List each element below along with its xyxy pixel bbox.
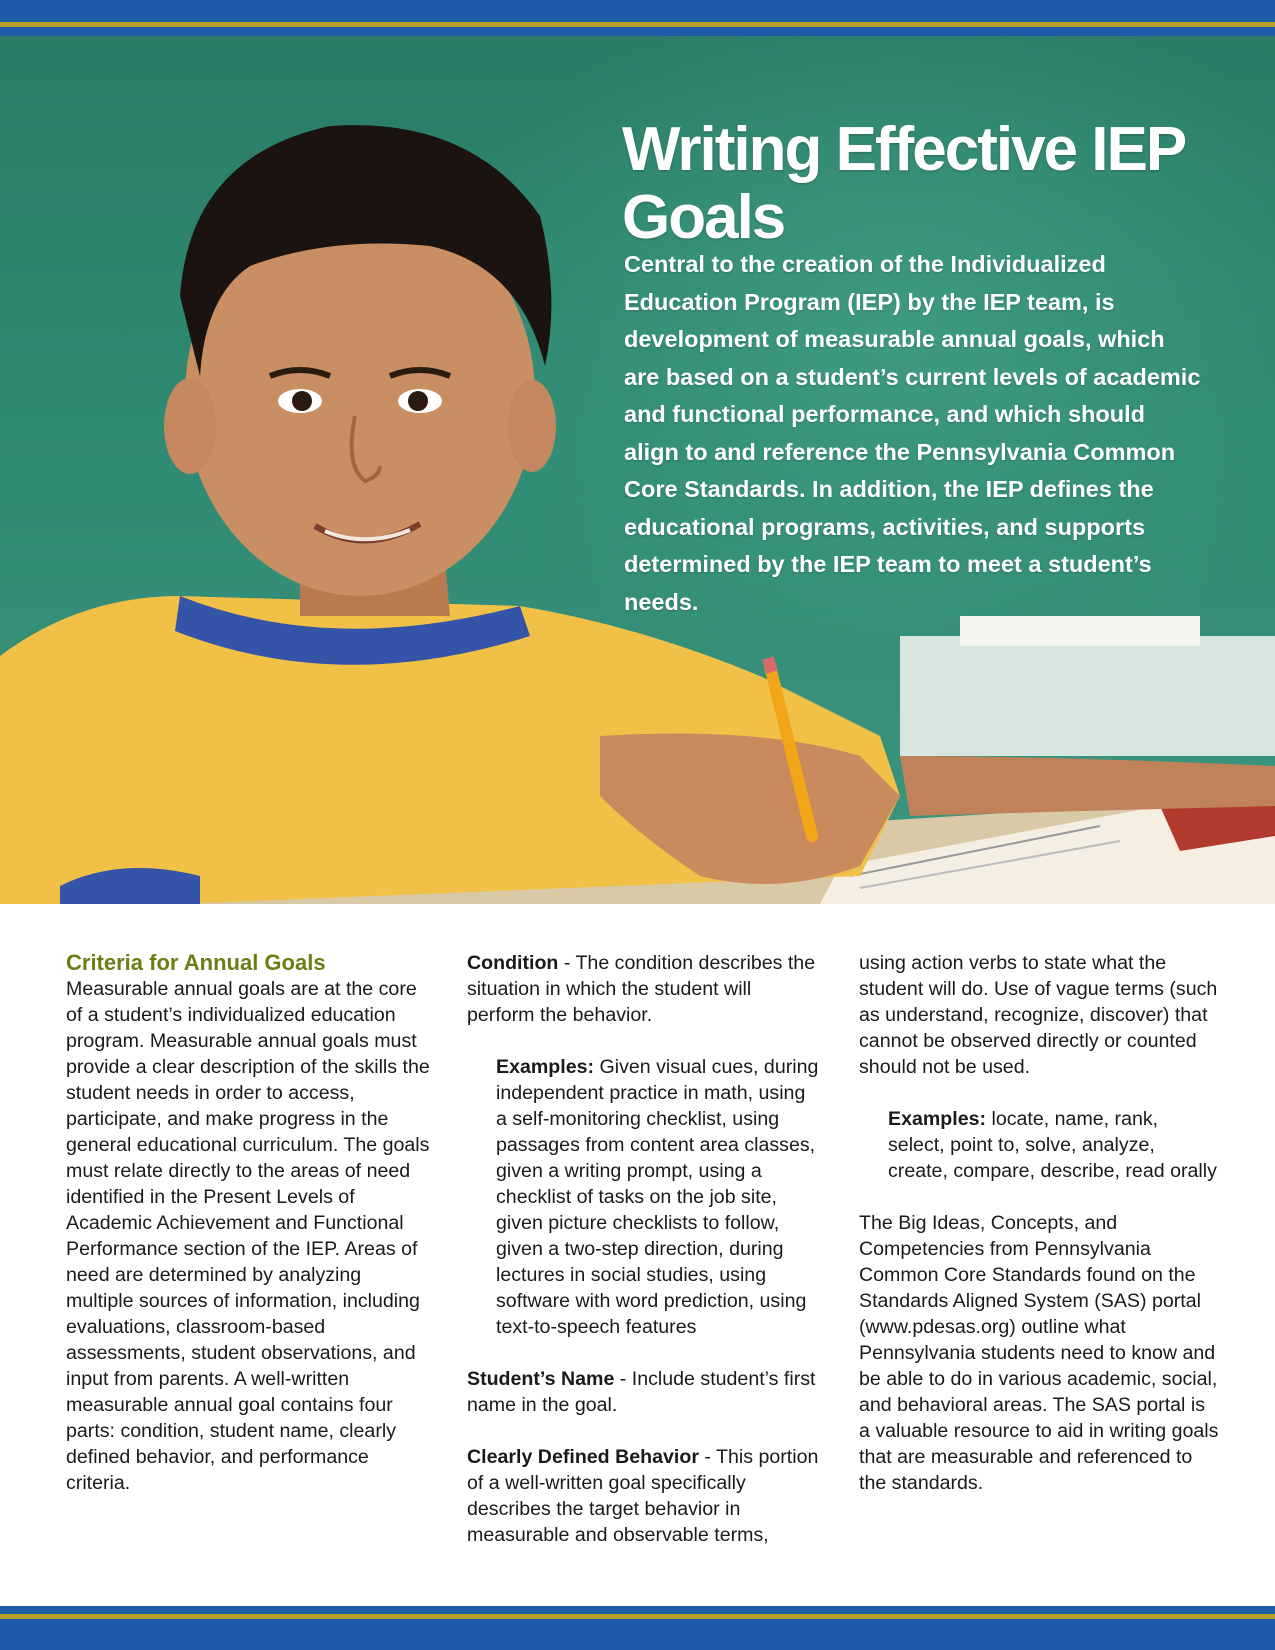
- behavior-term: Clearly Defined Behavior: [467, 1446, 699, 1468]
- behavior-paragraph: [467, 1444, 821, 1548]
- intro-paragraph: Central to the creation of the Individualized Education Program (IEP) by the IEP team, is development of measurable annual goals, which are based on a student’s current levels of academic and functional performance, and which should align to and reference the Pennsylvania Common Core Standards. In addition, the IEP defines the educational programs, activities, and supports determined by the IEP team to meet a student’s needs.: [624, 251, 1201, 615]
- behavior-text: - This portion of a well-written goal specifically describes the target behavior in measurable and observable terms,: [467, 1446, 819, 1546]
- examples-text: Given visual cues, during independent practice in math, using a self-monitoring checklist, using passages from content area classes, given a writing prompt, using a checklist of tasks on the job site, given picture checklists to follow, given a two-step direction, during lectures in social studies, using software with word prediction, using text-to-speech features: [496, 1056, 819, 1338]
- condition-paragraph: [467, 950, 821, 1028]
- bottom-border-band: [0, 1606, 1275, 1650]
- top-border-band: [0, 0, 1275, 36]
- sas-paragraph: The Big Ideas, Concepts, and Competencies from Pennsylvania Common Core Standards found on the Standards Aligned System (SAS) portal (www.pdesas.org) outline what Pennsylvania students need to know and be able to do in various academic, social, and behavioral areas. The SAS portal is a valuable resource to aid in writing goals that are measurable and referenced to the standards.: [859, 1212, 1219, 1494]
- column-criteria: [66, 950, 432, 1496]
- condition-examples: [467, 1054, 821, 1340]
- student-name-term: Student’s Name: [467, 1368, 615, 1390]
- condition-text: - The condition describes the situation in which the student will perform the behavior.: [467, 952, 816, 1026]
- page-title: Writing Effective IEP Goals: [622, 115, 1185, 253]
- behavior-continuation: using action verbs to state what the student will do. Use of vague terms (such as understand, recognize, discover) that cannot be observed directly or counted should not be used.: [859, 952, 1218, 1078]
- examples-term: Examples:: [888, 1108, 987, 1130]
- behavior-examples: [859, 1106, 1219, 1184]
- section-heading: Criteria for Annual Goals: [66, 950, 326, 975]
- criteria-paragraph: Measurable annual goals are at the core of a student’s individualized education program. Measurable annual goals must provide a clear description of the skills the student needs in order to access, participate, and make progress in the general educational curriculum. The goals must relate directly to the areas of need identified in the Present Levels of Academic Achievement and Functional Performance section of the IEP. Areas of need are determined by analyzing multiple sources of information, including evaluations, classroom-based assessments, student observations, and input from parents. A well-written measurable annual goal contains four parts: condition, student name, clearly defined behavior, and performance criteria.: [66, 978, 430, 1494]
- student-name-text: - Include student’s first name in the goal.: [467, 1368, 816, 1416]
- column-components: [467, 950, 821, 1548]
- hero-banner: [0, 36, 1275, 904]
- examples-text: locate, name, rank, select, point to, solve, analyze, create, compare, describe, read orally: [888, 1108, 1217, 1182]
- condition-term: Condition: [467, 952, 559, 974]
- examples-term: Examples:: [496, 1056, 595, 1078]
- column-continued: [859, 950, 1219, 1496]
- student-name-paragraph: [467, 1366, 821, 1418]
